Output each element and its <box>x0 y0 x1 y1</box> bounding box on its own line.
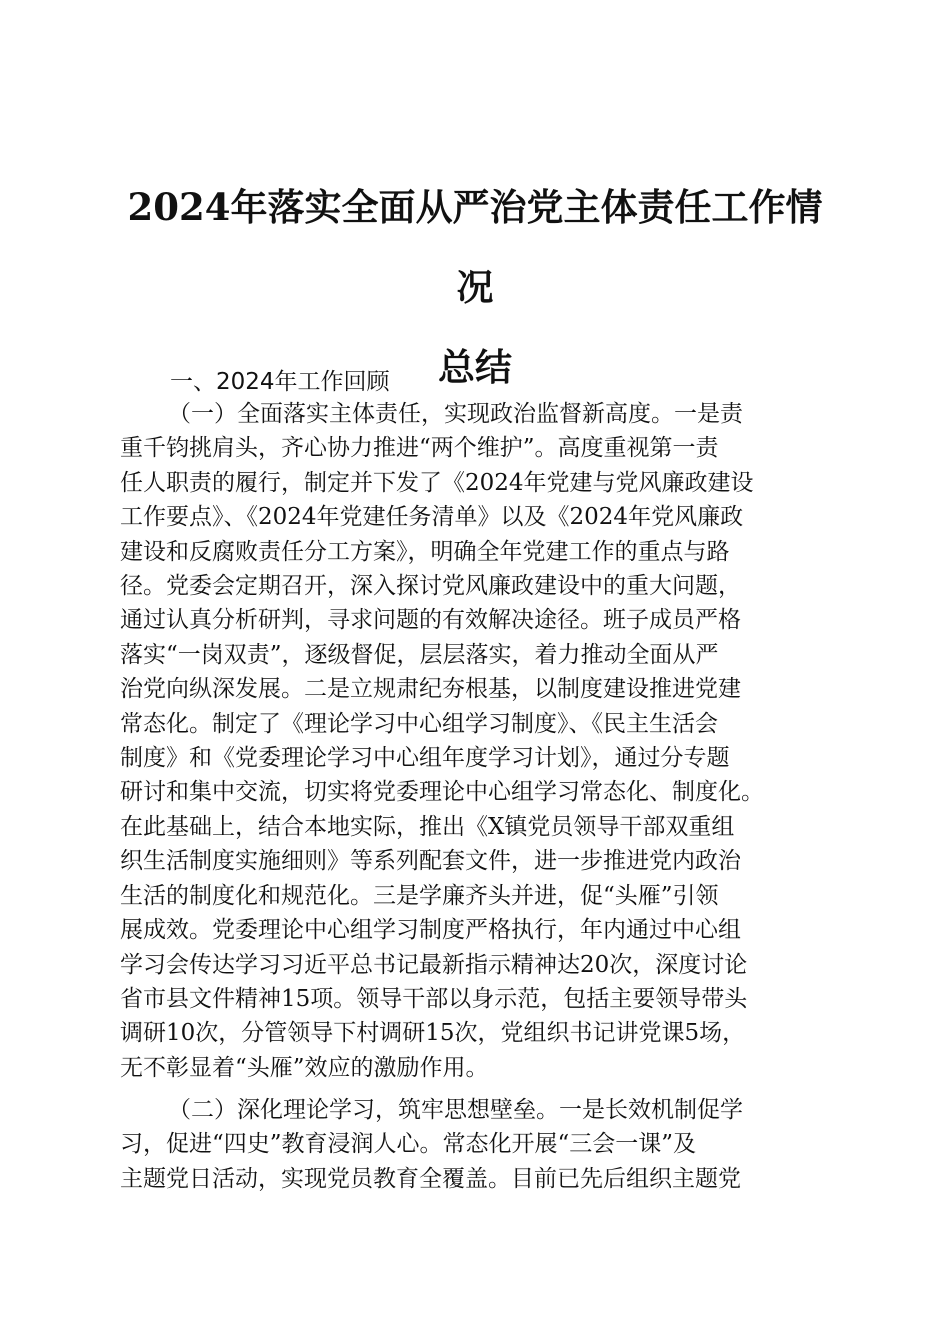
paragraph-1-line: 无不彰显着“头雁”效应的激励作用。 <box>120 1054 489 1081</box>
paragraph-1-line: 在此基础上，结合本地实际，推出《X镇党员领导干部双重组 <box>120 813 735 840</box>
paragraph-1-line: 建设和反腐败责任分工方案》，明确全年党建工作的重点与路 <box>120 538 730 565</box>
paragraph-1-line: 学习会传达学习习近平总书记最新指示精神达20次，深度讨论 <box>120 951 748 978</box>
paragraph-1-line: 省市县文件精神15项。领导干部以身示范，包括主要领导带头 <box>120 985 748 1012</box>
paragraph-1-line: 工作要点》、《2024年党建任务清单》以及《2024年党风廉政 <box>120 504 744 531</box>
paragraph-1-line: 研讨和集中交流，切实将党委理论中心组学习常态化、制度化。 <box>120 779 764 806</box>
paragraph-2-line: （二）深化理论学习，筑牢思想壁垒。一是长效机制促学 <box>168 1097 743 1123</box>
document-title-line-2: 总结 <box>438 345 512 389</box>
section-heading-work-review: 一、2024年工作回顾 <box>170 369 390 395</box>
paragraph-1-line: 重千钧挑肩头，齐心协力推进“两个维护”。高度重视第一责 <box>120 435 719 462</box>
paragraph-1-line: 常态化。制定了《理论学习中心组学习制度》、《民主生活会 <box>120 710 718 737</box>
document-title-line-1: 2024年落实全面从严治党主体责任工作情况 <box>127 185 823 309</box>
paragraph-1-line: 通过认真分析研判，寻求问题的有效解决途径。班子成员严格 <box>120 607 741 634</box>
paragraph-1-line: 生活的制度化和规范化。三是学廉齐头并进，促“头雁”引领 <box>120 882 719 909</box>
paragraph-1-line: 展成效。党委理论中心组学习制度严格执行，年内通过中心组 <box>120 917 741 944</box>
paragraph-1-line: 落实“一岗双责”，逐级督促，层层落实，着力推动全面从严 <box>120 641 719 668</box>
paragraph-1-line: 织生活制度实施细则》等系列配套文件，进一步推进党内政治 <box>120 848 741 875</box>
paragraph-1 <box>120 397 832 1085</box>
paragraph-1-line: 径。党委会定期召开，深入探讨党风廉政建设中的重大问题， <box>120 573 741 600</box>
paragraph-1-line: 制度》和《党委理论学习中心组年度学习计划》，通过分专题 <box>120 745 730 772</box>
paragraph-1-line: （一）全面落实主体责任，实现政治监督新高度。一是责 <box>168 401 743 427</box>
paragraph-2-line: 主题党日活动，实现党员教育全覆盖。目前已先后组织主题党 <box>120 1165 741 1192</box>
paragraph-2-line: 习，促进“四史”教育浸润人心。常态化开展“三会一课”及 <box>120 1131 697 1158</box>
paragraph-1-line: 任人职责的履行，制定并下发了《2024年党建与党风廉政建设 <box>120 469 754 496</box>
paragraph-1-line: 调研10次，分管领导下村调研15次，党组织书记讲党课5场， <box>120 1020 746 1047</box>
paragraph-1-line: 治党向纵深发展。二是立规肃纪夯根基，以制度建设推进党建 <box>120 676 741 703</box>
paragraph-2 <box>120 1093 832 1196</box>
